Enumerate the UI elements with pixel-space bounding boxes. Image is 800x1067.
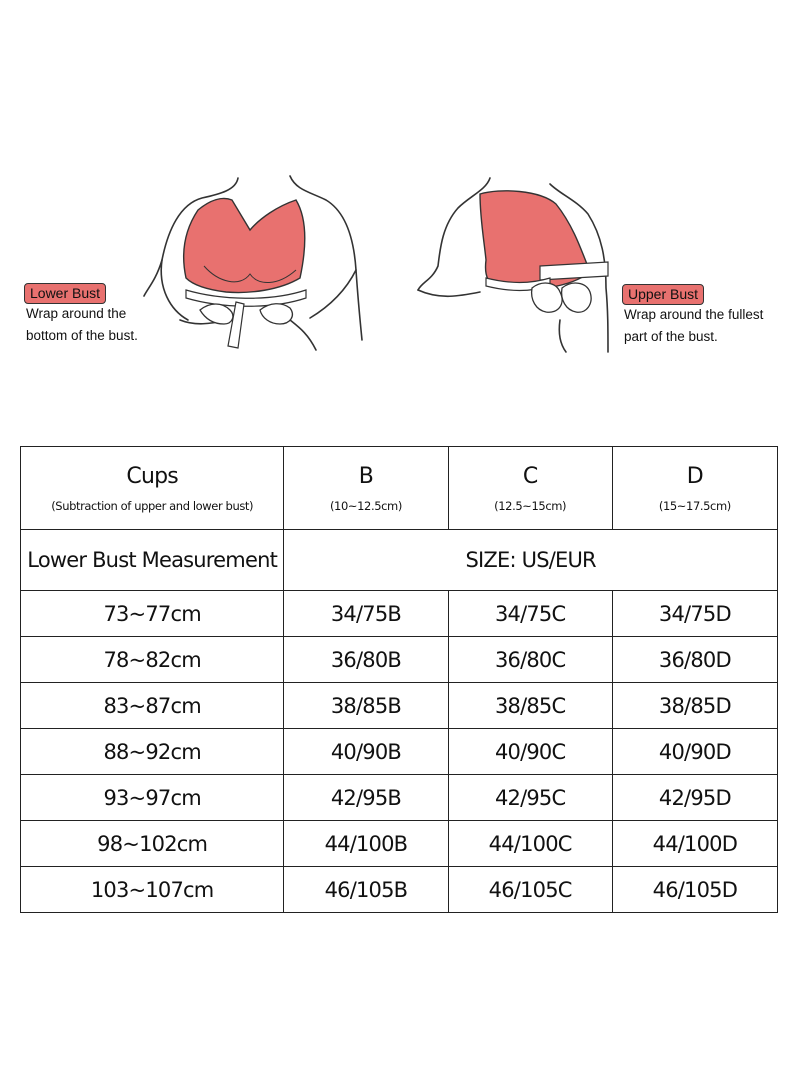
cup-c-range: (12.5~15cm)	[494, 498, 567, 513]
size-chart-table	[20, 446, 778, 913]
table-row	[21, 591, 778, 637]
lower-bust-measurement-header: Lower Bust Measurement	[21, 530, 284, 591]
size-b-cell: 34/75B	[284, 591, 448, 637]
subheader-row	[21, 530, 778, 591]
lower-bust-tag: Lower Bust	[24, 283, 106, 304]
measurement-cell: 78~82cm	[21, 637, 284, 683]
size-c-cell: 46/105C	[448, 867, 612, 913]
table-row	[21, 775, 778, 821]
measurement-cell: 83~87cm	[21, 683, 284, 729]
measurement-cell: 73~77cm	[21, 591, 284, 637]
size-d-cell: 38/85D	[612, 683, 777, 729]
measurement-cell: 103~107cm	[21, 867, 284, 913]
size-d-cell: 36/80D	[612, 637, 777, 683]
table-row	[21, 729, 778, 775]
size-b-cell: 36/80B	[284, 637, 448, 683]
size-c-cell: 36/80C	[448, 637, 612, 683]
size-d-cell: 40/90D	[612, 729, 777, 775]
cups-header-row	[21, 447, 778, 530]
size-b-cell: 46/105B	[284, 867, 448, 913]
upper-bust-instruction-line-1: Wrap around the fullest	[624, 307, 764, 322]
cups-label: Cups	[126, 463, 178, 489]
cup-d-header-cell	[612, 447, 777, 530]
size-d-cell: 42/95D	[612, 775, 777, 821]
cup-b-label: B	[358, 463, 374, 489]
upper-bust-tag: Upper Bust	[622, 284, 704, 305]
lower-bust-instruction-line-1: Wrap around the	[26, 306, 127, 321]
table-row	[21, 821, 778, 867]
size-us-eur-header: SIZE: US/EUR	[284, 530, 778, 591]
measurement-cell: 93~97cm	[21, 775, 284, 821]
table-row	[21, 867, 778, 913]
cup-b-header-cell	[284, 447, 448, 530]
size-b-cell: 42/95B	[284, 775, 448, 821]
cup-c-header-cell	[448, 447, 612, 530]
cup-d-range: (15~17.5cm)	[658, 498, 731, 513]
lower-bust-instruction-line-2: bottom of the bust.	[26, 328, 138, 343]
upper-bust-instruction-line-2: part of the bust.	[624, 329, 718, 344]
table-row	[21, 683, 778, 729]
size-d-cell: 34/75D	[612, 591, 777, 637]
size-d-cell: 44/100D	[612, 821, 777, 867]
size-b-cell: 38/85B	[284, 683, 448, 729]
measurement-cell: 88~92cm	[21, 729, 284, 775]
size-b-cell: 40/90B	[284, 729, 448, 775]
size-c-cell: 44/100C	[448, 821, 612, 867]
table-row	[21, 637, 778, 683]
upper-bust-illustration	[410, 170, 620, 355]
size-c-cell: 38/85C	[448, 683, 612, 729]
measurement-cell: 98~102cm	[21, 821, 284, 867]
size-c-cell: 40/90C	[448, 729, 612, 775]
size-c-cell: 42/95C	[448, 775, 612, 821]
cups-note: (Subtraction of upper and lower bust)	[51, 498, 254, 513]
size-b-cell: 44/100B	[284, 821, 448, 867]
cup-b-range: (10~12.5cm)	[329, 498, 402, 513]
cup-c-label: C	[522, 463, 538, 489]
cup-d-label: D	[686, 463, 703, 489]
size-c-cell: 34/75C	[448, 591, 612, 637]
size-d-cell: 46/105D	[612, 867, 777, 913]
lower-bust-illustration	[140, 170, 380, 355]
cups-header-cell	[21, 447, 284, 530]
